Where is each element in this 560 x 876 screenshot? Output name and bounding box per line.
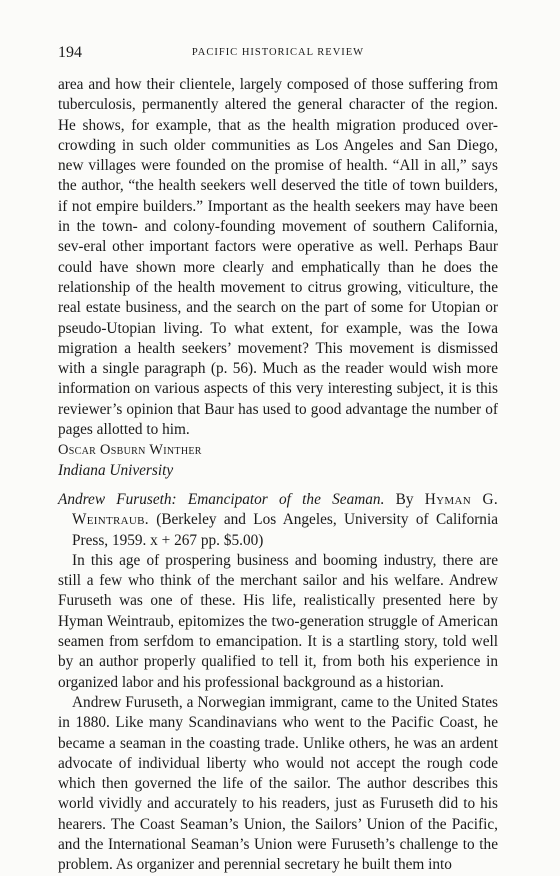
by-label: By (395, 490, 414, 508)
reviewer-signature: Oscar Osburn Winther (58, 442, 202, 459)
journal-title: PACIFIC HISTORICAL REVIEW (191, 47, 365, 58)
running-head (58, 44, 498, 64)
reviewer-affiliation: Indiana University (58, 461, 174, 479)
book-review-heading (58, 490, 498, 551)
body-text (58, 75, 498, 876)
review-continuation-paragraph: area and how their clientele, largely composed of those suffering from tuberculosis, permanently altered the general character of the region. He shows, for example, that as the health migration produced over-crowding in such older communities as Los Angeles and San Diego, new villages were founded on the promise of health. “All in all,” says the author, “the health seekers well deserved the title of town builders, if not empire builders.” Important as the health seekers may have been in the town- and colony-founding movement of southern California, sev-eral other important factors were operative as well. Perhaps Baur could have shown more clearly and emphatically than he does the relationship of the health movement to citrus growing, viticulture, the real estate business, and the search on the part of some for Utopian or pseudo-Utopian living. To what extent, for example, was the Iowa migration a health seekers’ movement? This movement is dismissed with a single paragraph (p. 56). Much as the reader would wish more information on various aspects of this very interesting subject, it is this reviewer’s opinion that Baur has used to good advantage the number of pages allotted to him. (58, 76, 498, 439)
review-paragraph: Andrew Furuseth, a Norwegian immigrant, came to the United States in 1880. Like many Scandinavians who went to the Pacific Coast, he became a seaman in the coasting trade. Unlike others, he was an ardent advocate of individual liberty who would not accept the rough code which then governed the life of the sailor. The author describes this world vividly and accurately to his readers, just as Furuseth did to his hearers. The Coast Seaman’s Union, the Sailors’ Union of the Pacific, and the International Seaman’s Union were Furuseth’s challenge to the problem. As organizer and perennial secretary he built them into (58, 693, 498, 874)
book-author: Hyman G. Weintraub. (72, 490, 498, 529)
review-paragraph: In this age of prospering business and booming industry, there are still a few who think of the merchant sailor and his welfare. Andrew Furuseth was one of these. His life, realistically presented here by Hyman Weintraub, epitomizes the two-generation struggle of American seamen from serfdom to emancipation. It is a startling story, told well by an author properly qualified to tell it, from both his experience in organized labor and his professional background as a historian. (58, 551, 498, 691)
book-title: Andrew Furuseth: Emancipator of the Seaman. (58, 490, 385, 508)
publication-info: (Berkeley and Los Angeles, University of California Press, 1959. x + 267 pp. $5.00) (72, 511, 498, 549)
page-number: 194 (58, 44, 82, 61)
